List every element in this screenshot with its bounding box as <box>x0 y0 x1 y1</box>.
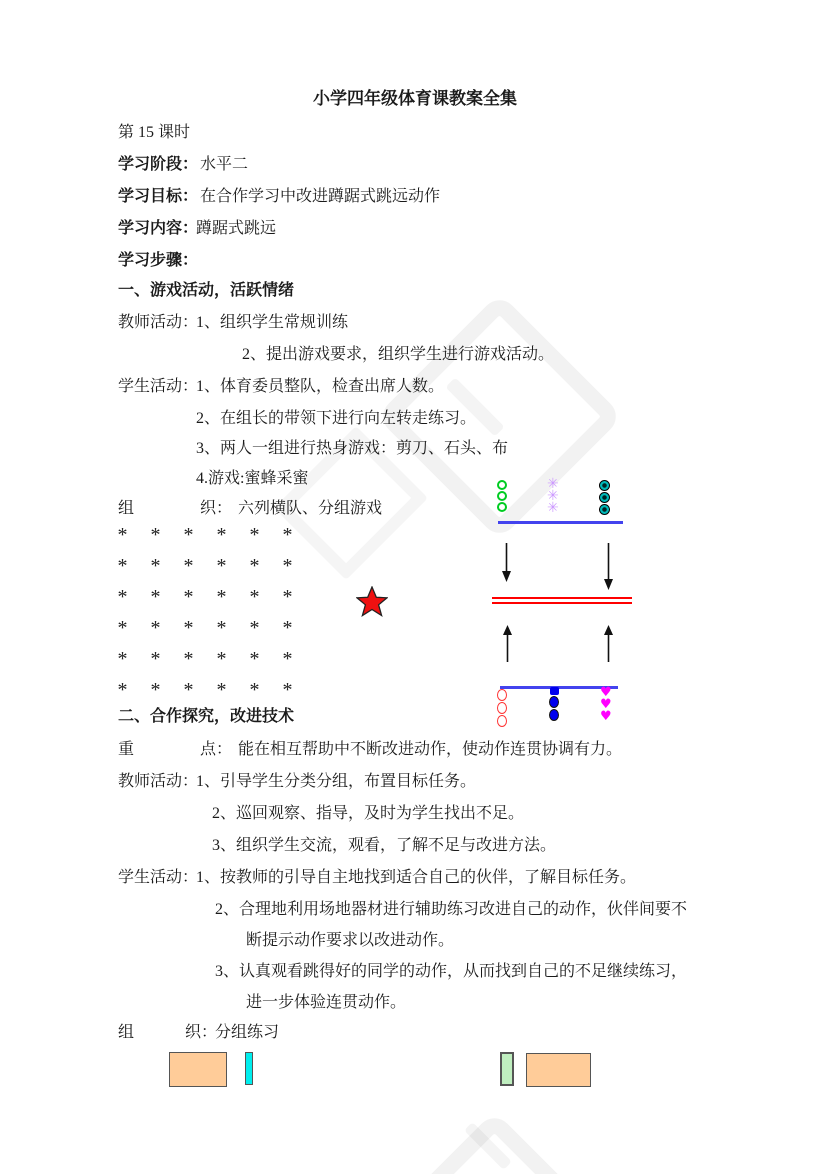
marker-column-magenta <box>600 687 612 722</box>
marker-column-green <box>497 480 507 512</box>
marker-column-purple <box>547 476 559 516</box>
student-marker: * <box>150 679 161 701</box>
student-marker: * <box>183 524 194 546</box>
green-marker-icon <box>497 502 507 512</box>
student-marker: * <box>183 586 194 608</box>
field-value-goal: 在合作学习中改进蹲踞式跳远动作 <box>200 188 441 205</box>
teacher-item: 2、巡回观察、指导，及时为学生找出不足。 <box>212 805 525 822</box>
springboard-green <box>500 1052 514 1086</box>
magenta-marker-icon: ♥ <box>600 697 612 712</box>
lesson-number: 第 15 课时 <box>118 124 191 141</box>
student-marker: * <box>282 648 293 670</box>
student-marker: * <box>282 524 293 546</box>
up-arrow-right <box>602 625 615 662</box>
field-value-stage: 水平二 <box>200 156 249 173</box>
teacher-star-icon <box>356 586 388 617</box>
student-item-continued: 进一步体验连贯动作。 <box>246 994 407 1011</box>
student-item-continued: 断提示动作要求以改进动作。 <box>246 932 455 949</box>
page-title: 小学四年级体育课教案全集 <box>313 89 517 108</box>
field-label-stage: 学习阶段： <box>118 156 199 173</box>
formation-grid <box>106 522 304 708</box>
landing-line <box>492 597 632 604</box>
organize-label-2: 织： <box>200 500 233 517</box>
down-arrow-right <box>602 543 615 590</box>
student-item: 1、体育委员整队，检查出席人数。 <box>196 378 445 395</box>
green-marker-icon <box>497 480 507 490</box>
teacher-activity-label: 教师活动： <box>118 773 199 790</box>
blue-marker-icon <box>549 696 559 708</box>
springboard-cyan <box>245 1052 253 1085</box>
student-item: 3、两人一组进行热身游戏：剪刀、石头、布 <box>196 440 509 457</box>
student-marker: * <box>150 524 161 546</box>
down-arrow-left <box>500 543 513 582</box>
teacher-activity-label: 教师活动： <box>118 314 199 331</box>
student-marker: * <box>183 648 194 670</box>
start-line <box>498 521 623 524</box>
teal-marker-icon <box>599 504 610 515</box>
student-item: 1、按教师的引导自主地找到适合自己的伙伴，了解目标任务。 <box>196 869 637 886</box>
student-marker: * <box>117 524 128 546</box>
field-label-content: 学习内容： <box>118 220 199 237</box>
teal-marker-icon <box>599 492 610 503</box>
student-marker: * <box>282 679 293 701</box>
student-activity-label: 学生活动： <box>118 869 199 886</box>
section1-heading: 一、游戏活动，活跃情绪 <box>118 282 295 299</box>
student-marker: * <box>150 648 161 670</box>
field-label-steps: 学习步骤： <box>118 252 199 269</box>
student-marker: * <box>216 679 227 701</box>
purple-marker-icon: ✳ <box>547 476 559 492</box>
purple-marker-icon: ✳ <box>547 500 559 516</box>
student-marker: * <box>216 555 227 577</box>
organize-value: 分组练习 <box>215 1024 280 1041</box>
keypoint-label-2: 点： <box>200 741 233 758</box>
teacher-item: 2、提出游戏要求，组织学生进行游戏活动。 <box>242 346 555 363</box>
magenta-marker-icon: ♥ <box>600 685 612 700</box>
student-item: 3、认真观看跳得好的同学的动作，从而找到自己的不足继续练习， <box>215 963 688 980</box>
student-marker: * <box>150 617 161 639</box>
organize-value: 六列横队、分组游戏 <box>238 500 383 517</box>
section2-heading: 二、合作探究，改进技术 <box>118 708 295 725</box>
student-marker: * <box>249 617 260 639</box>
student-marker: * <box>249 679 260 701</box>
teal-marker-icon <box>599 480 610 491</box>
jump-mat-left <box>169 1052 227 1087</box>
student-marker: * <box>249 586 260 608</box>
student-marker: * <box>150 586 161 608</box>
student-item: 2、在组长的带领下进行向左转走练习。 <box>196 410 477 427</box>
keypoint-value: 能在相互帮助中不断改进动作，使动作连贯协调有力。 <box>238 741 623 758</box>
student-marker: * <box>249 648 260 670</box>
student-marker: * <box>249 555 260 577</box>
student-marker: * <box>117 555 128 577</box>
student-marker: * <box>282 586 293 608</box>
teacher-item: 1、引导学生分类分组，布置目标任务。 <box>196 773 477 790</box>
student-marker: * <box>216 586 227 608</box>
student-item: 2、合理地利用场地器材进行辅助练习改进自己的动作，伙伴间要不 <box>215 901 688 918</box>
red-marker-icon <box>497 715 507 727</box>
student-item: 4.游戏:蜜蜂采蜜 <box>196 470 309 487</box>
student-marker: * <box>216 648 227 670</box>
up-arrow-left <box>501 625 514 662</box>
student-marker: * <box>216 617 227 639</box>
green-marker-icon <box>497 491 507 501</box>
blue-marker-icon <box>549 709 559 721</box>
marker-column-red <box>497 689 507 727</box>
student-marker: * <box>282 555 293 577</box>
organize-label-2: 织： <box>185 1024 218 1041</box>
student-marker: * <box>216 524 227 546</box>
organize-label: 组 <box>118 1024 135 1041</box>
organize-label: 组 <box>118 500 135 517</box>
student-marker: * <box>117 586 128 608</box>
student-marker: * <box>183 679 194 701</box>
teacher-item: 1、组织学生常规训练 <box>196 314 349 331</box>
student-marker: * <box>183 617 194 639</box>
marker-column-blue <box>549 687 559 721</box>
red-marker-icon <box>497 702 507 714</box>
marker-column-teal <box>599 480 610 515</box>
field-label-goal: 学习目标： <box>118 188 199 205</box>
student-marker: * <box>117 648 128 670</box>
blue-marker-icon <box>550 687 559 695</box>
student-marker: * <box>249 524 260 546</box>
student-marker: * <box>150 555 161 577</box>
student-marker: * <box>183 555 194 577</box>
student-activity-label: 学生活动： <box>118 378 199 395</box>
field-value-content: 蹲踞式跳远 <box>196 220 277 237</box>
teacher-item: 3、组织学生交流，观看，了解不足与改进方法。 <box>212 837 557 854</box>
purple-marker-icon: ✳ <box>547 488 559 504</box>
magenta-marker-icon: ♥ <box>600 709 612 724</box>
jump-mat-right <box>526 1053 591 1087</box>
watermark-diamond-bottom <box>371 1111 618 1174</box>
keypoint-label: 重 <box>118 741 135 758</box>
student-marker: * <box>282 617 293 639</box>
red-marker-icon <box>497 689 507 701</box>
student-marker: * <box>117 679 128 701</box>
student-marker: * <box>117 617 128 639</box>
